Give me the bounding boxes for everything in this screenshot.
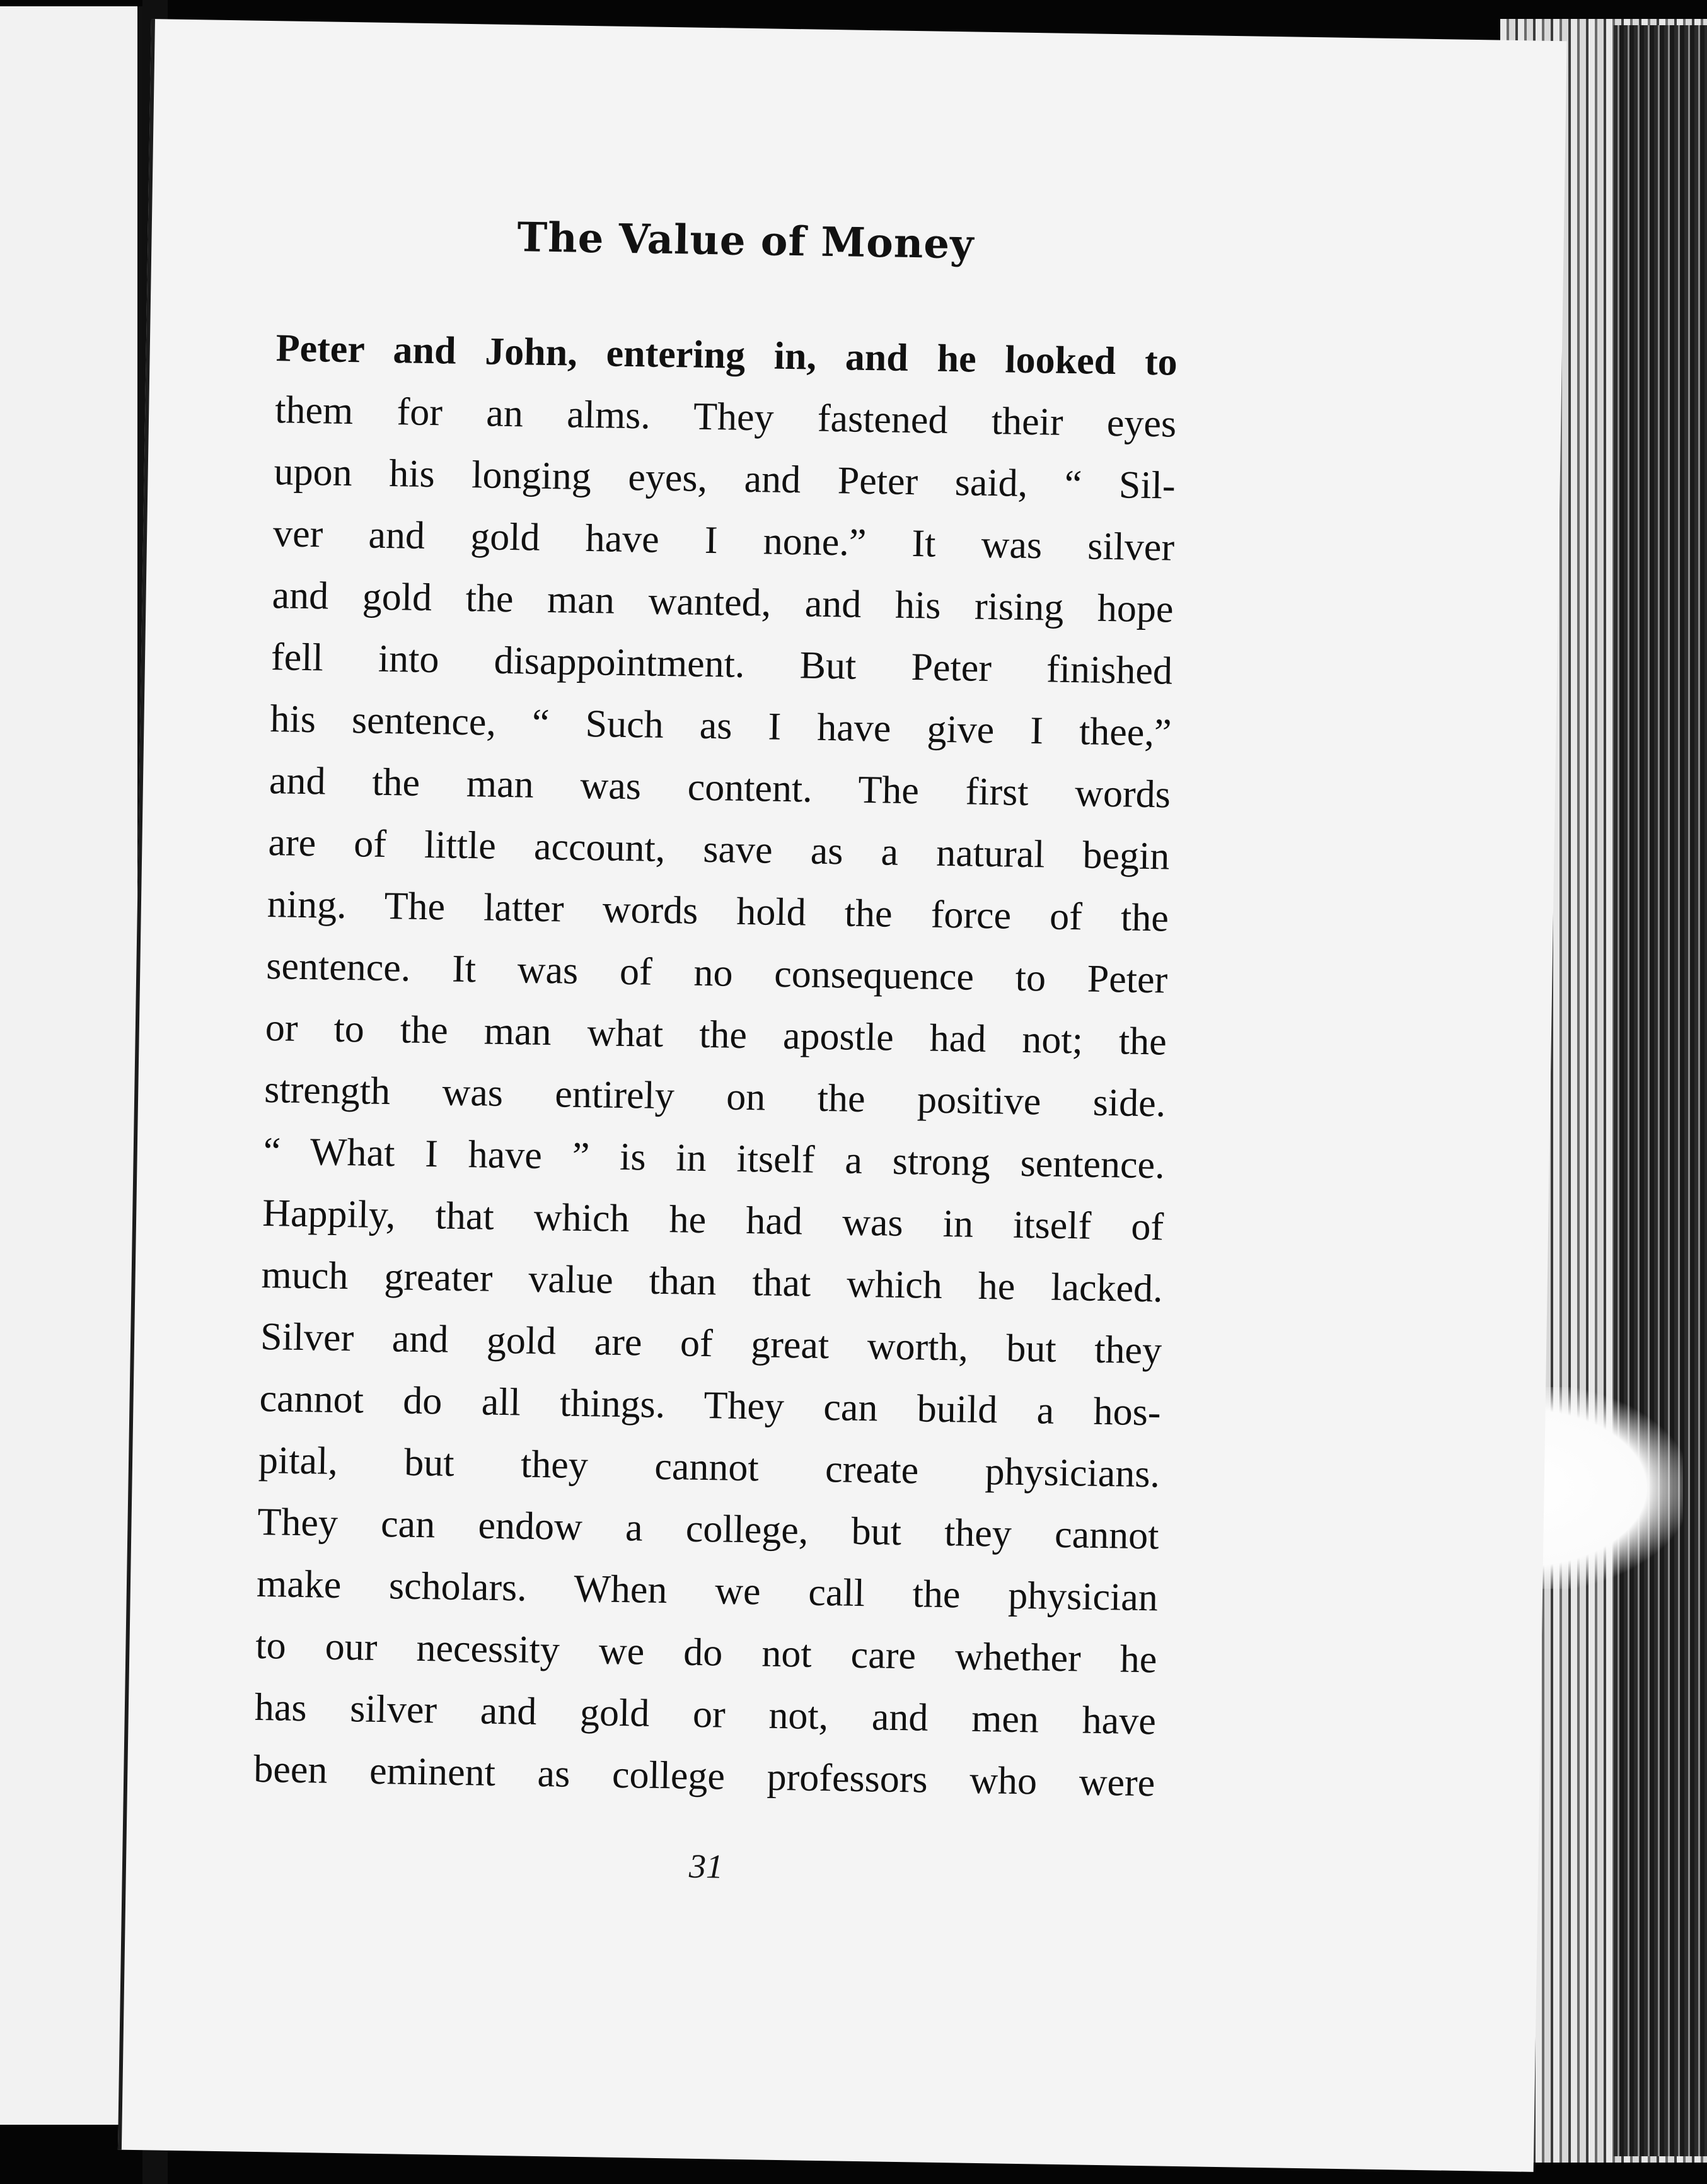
text-line: been eminent as college professors who were	[253, 1747, 1155, 1805]
text-line: “ What I have ” is in itself a strong sentence.	[263, 1130, 1166, 1187]
text-line: them for an alms. They fastened their eyes	[274, 388, 1177, 446]
text-line: Peter and John, entering in, and he looked to	[275, 327, 1178, 384]
text-line: and the man was content. The first words	[269, 759, 1171, 816]
book-cover-edge	[1614, 25, 1707, 2156]
text-line: cannot do all things. They can build a hos-	[259, 1376, 1162, 1434]
text-line: They can endow a college, but they cannot	[257, 1500, 1159, 1558]
text-line: make scholars. When we call the physician	[256, 1562, 1159, 1620]
left-page-edge	[0, 6, 142, 2125]
page-number: 31	[688, 1847, 724, 1886]
text-line: Happily, that which he had was in itself of	[262, 1192, 1164, 1249]
body-text	[253, 317, 1178, 1814]
text-line: pital, but they cannot create physicians.	[258, 1438, 1160, 1496]
text-line: ning. The latter words hold the force of the	[267, 883, 1169, 940]
text-line: has silver and gold or not, and men have	[254, 1685, 1157, 1743]
text-line: or to the man what the apostle had not; the	[265, 1006, 1167, 1064]
book-page	[118, 19, 1567, 2172]
text-line: his sentence, “ Such as I have give I thee,”	[270, 697, 1172, 755]
text-line: much greater value than that which he lacked.	[261, 1253, 1164, 1311]
text-line: and gold the man wanted, and his rising hope	[272, 574, 1174, 631]
text-line: strength was entirely on the positive side.	[263, 1068, 1166, 1125]
text-line: sentence. It was of no consequence to Peter	[265, 944, 1168, 1002]
text-line: to our necessity we do not care whether he	[255, 1623, 1157, 1682]
text-line: Silver and gold are of great worth, but they	[260, 1315, 1162, 1373]
running-head: The Value of Money	[517, 214, 975, 269]
text-line: upon his longing eyes, and Peter said, “ Sil-	[274, 450, 1176, 508]
text-line: ver and gold have I none.” It was silver	[272, 512, 1175, 569]
text-line: fell into disappointment. But Peter finished	[270, 636, 1173, 693]
text-line: are of little account, save as a natural begin	[267, 821, 1170, 878]
